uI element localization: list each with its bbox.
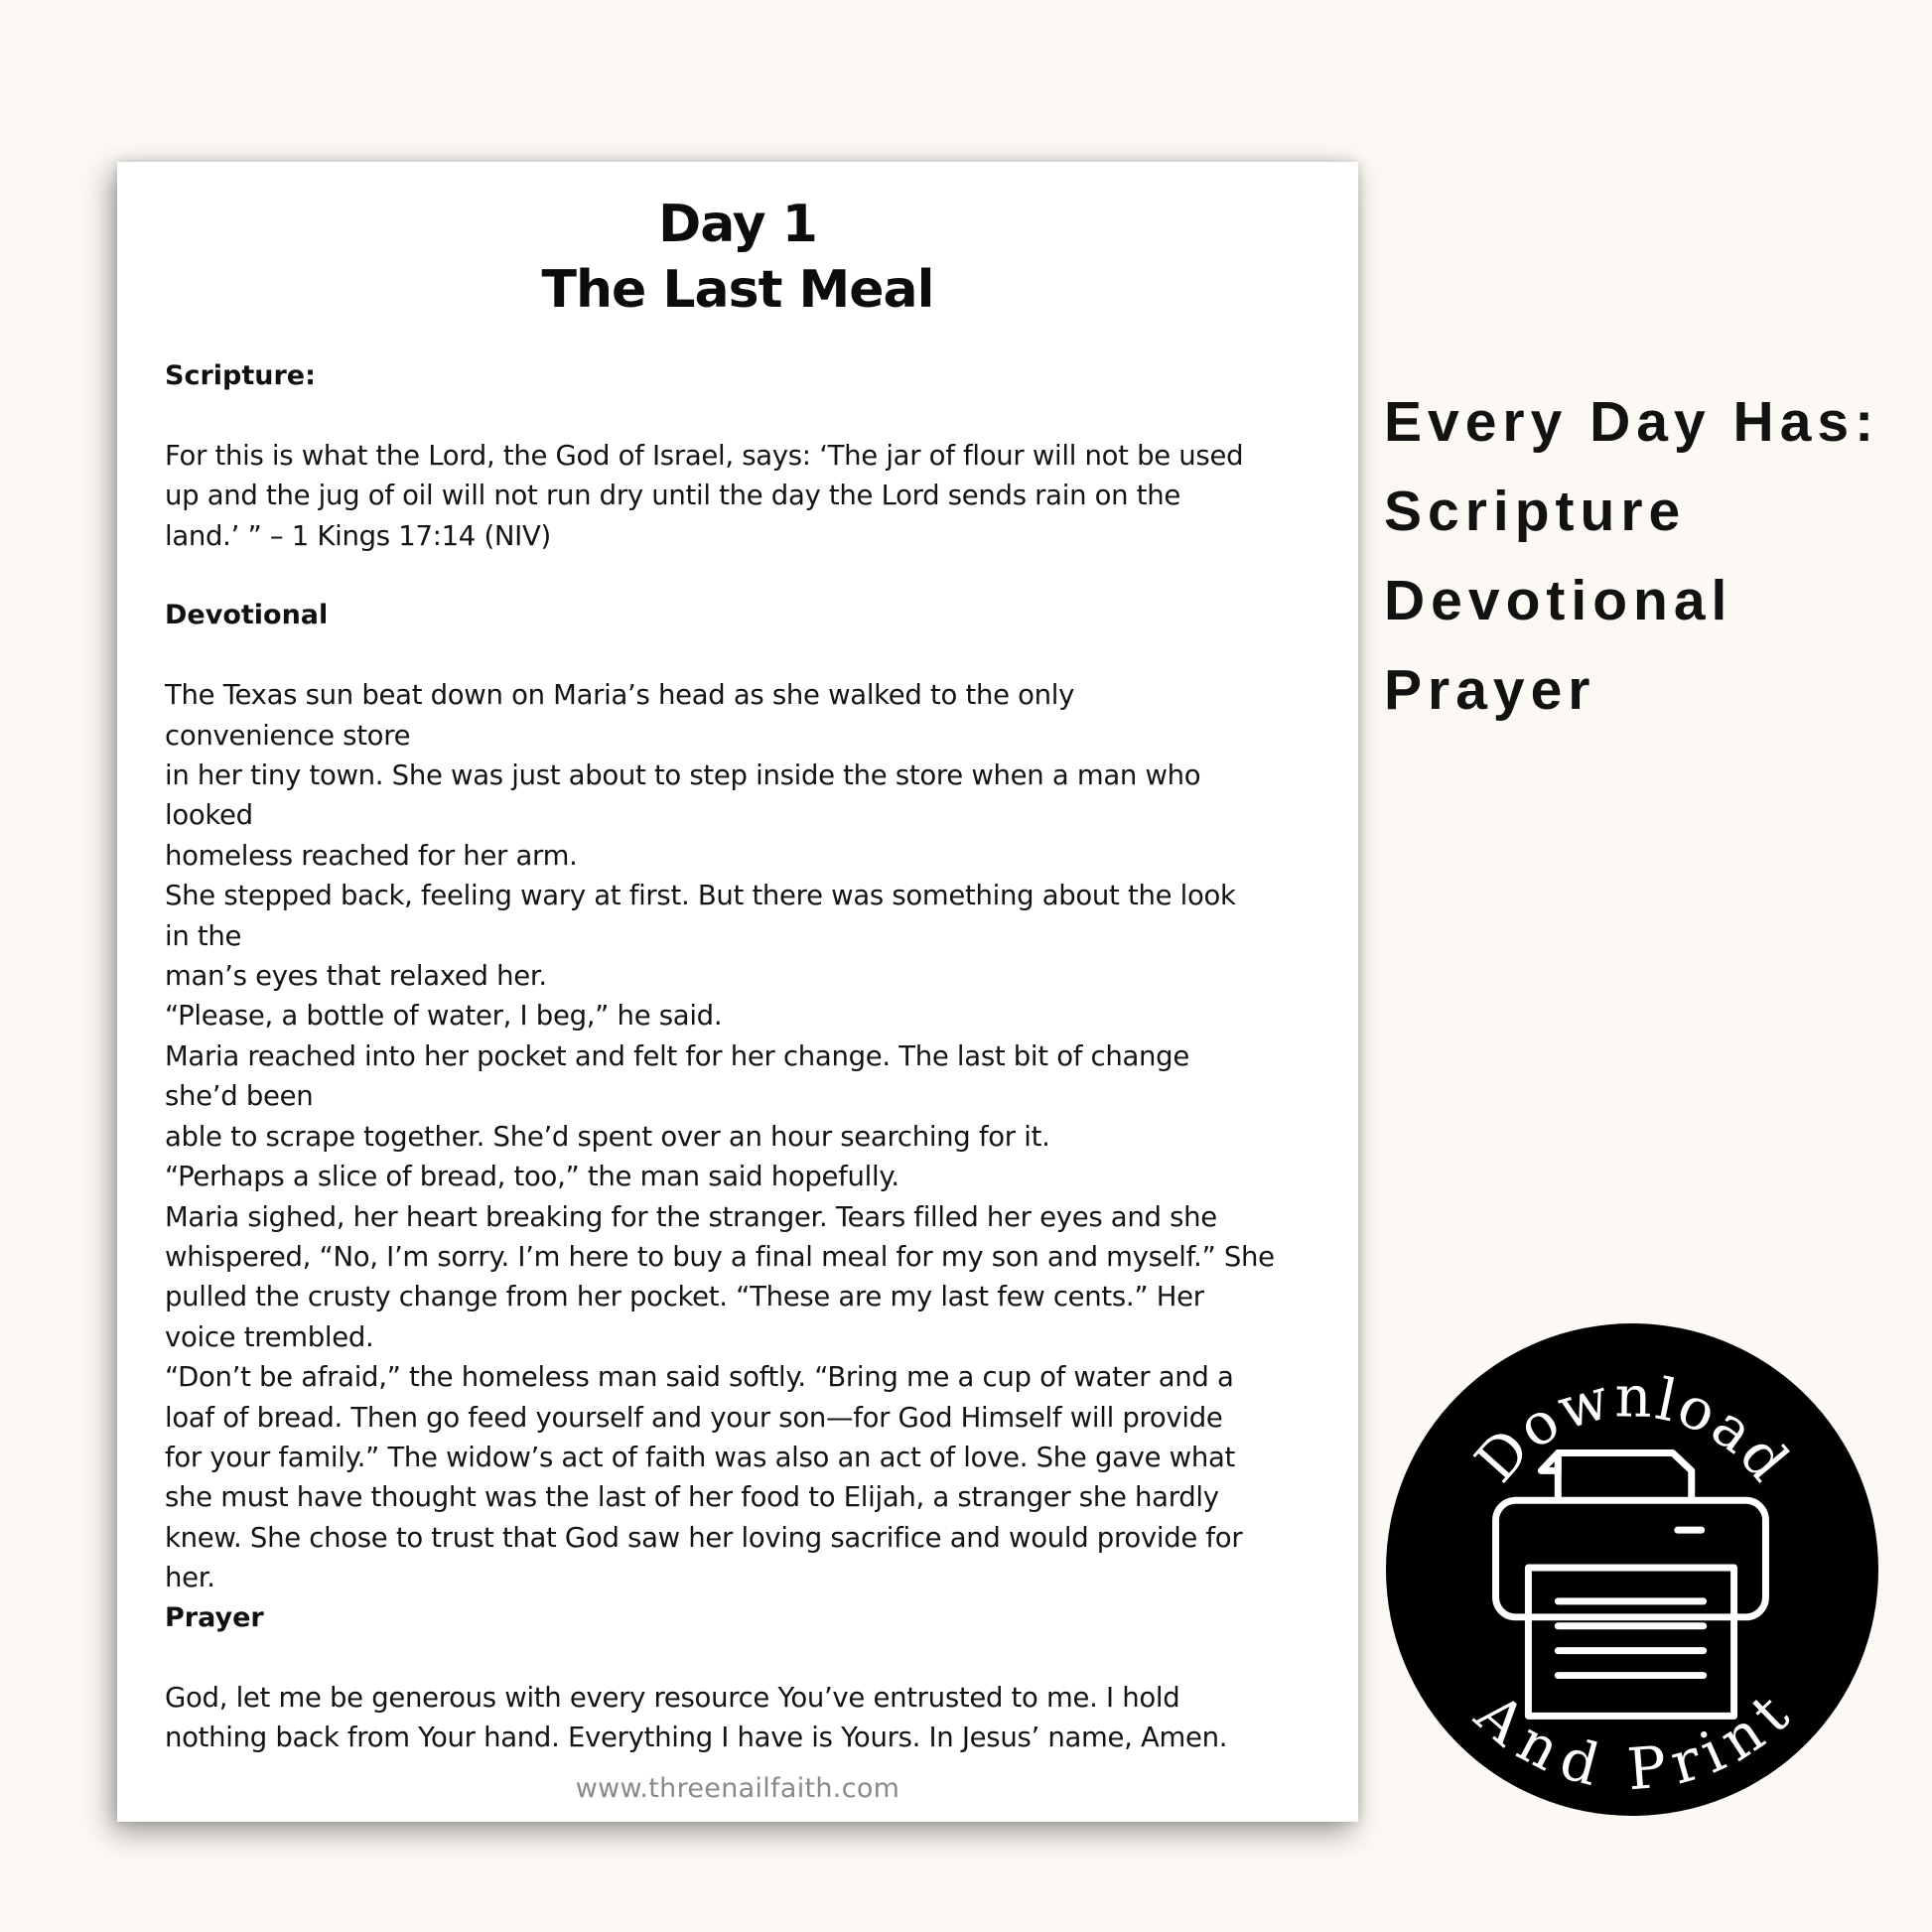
- devotional-line: she’d been: [165, 1080, 314, 1113]
- prayer-line: God, let me be generous with every resource You’ve entrusted to me. I hold: [165, 1681, 1180, 1714]
- devotional-text: [165, 675, 1311, 1597]
- prayer-line: nothing back from Your hand. Everything I have is Yours. In Jesus’ name, Amen.: [165, 1721, 1228, 1753]
- devotional-line: “Please, a bottle of water, I beg,” he said.: [165, 1000, 723, 1033]
- badge-top-text: Download: [1461, 1362, 1804, 1495]
- devotional-line: she must have thought was the last of her food to Elijah, a stranger she hardly: [165, 1481, 1219, 1514]
- badge-graphic: [1385, 1322, 1879, 1817]
- devotional-line: loaf of bread. Then go feed yourself and your son—for God Himself will provide: [165, 1401, 1223, 1434]
- devotional-line: The Texas sun beat down on Maria’s head as she walked to the only: [165, 679, 1075, 712]
- devotional-line: “Perhaps a slice of bread, too,” the man said hopefully.: [165, 1161, 899, 1193]
- feature-item-scripture: Scripture: [1384, 480, 1687, 543]
- badge-bottom-text: And Print: [1462, 1679, 1804, 1804]
- devotional-line: whispered, “No, I’m sorry. I’m here to buy a final meal for my son and myself.” She: [165, 1240, 1275, 1273]
- title-name: The Last Meal: [541, 260, 934, 320]
- devotional-line: homeless reached for her arm.: [165, 839, 578, 872]
- devotional-line: man’s eyes that relaxed her.: [165, 960, 547, 993]
- devotional-line: knew. She chose to trust that God saw her loving sacrifice and would provide for: [165, 1521, 1243, 1554]
- prayer-text: [165, 1678, 1311, 1758]
- feature-list: [1384, 377, 1920, 735]
- scripture-heading: Scripture:: [165, 360, 316, 391]
- devotional-page: [117, 162, 1358, 1822]
- scripture-line: For this is what the Lord, the God of Israel, says: ‘The jar of flour will not be used: [165, 440, 1244, 472]
- scripture-text: [165, 436, 1311, 556]
- devotional-line: She stepped back, feeling wary at first. But there was something about the look: [165, 880, 1236, 912]
- scripture-line: land.’ ” – 1 Kings 17:14 (NIV): [165, 519, 551, 552]
- devotional-line: convenience store: [165, 719, 411, 752]
- footer-url: www.threenailfaith.com: [575, 1773, 900, 1804]
- feature-item-devotional: Devotional: [1384, 569, 1733, 632]
- feature-item-prayer: Prayer: [1384, 658, 1596, 722]
- download-print-badge: [1385, 1322, 1879, 1817]
- scripture-line: up and the jug of oil will not run dry until the day the Lord sends rain on the: [165, 480, 1180, 512]
- prayer-heading: Prayer: [165, 1601, 264, 1633]
- devotional-line: able to scrape together. She’d spent over an hour searching for it.: [165, 1120, 1050, 1153]
- devotional-line: in her tiny town. She was just about to step inside the store when a man who: [165, 759, 1201, 792]
- devotional-line: looked: [165, 799, 253, 832]
- devotional-line: voice trembled.: [165, 1320, 374, 1353]
- devotional-heading: Devotional: [165, 600, 329, 631]
- devotional-line: Maria sighed, her heart breaking for the stranger. Tears filled her eyes and she: [165, 1200, 1217, 1233]
- title-day: Day 1: [658, 195, 817, 254]
- devotional-line: for your family.” The widow’s act of faith was also an act of love. She gave what: [165, 1441, 1236, 1473]
- page-title: [165, 192, 1311, 323]
- devotional-line: her.: [165, 1562, 215, 1594]
- feature-heading: Every Day Has:: [1384, 390, 1880, 454]
- devotional-line: “Don’t be afraid,” the homeless man said softly. “Bring me a cup of water and a: [165, 1361, 1234, 1394]
- devotional-line: pulled the crusty change from her pocket. “These are my last few cents.” Her: [165, 1281, 1204, 1313]
- devotional-line: Maria reached into her pocket and felt for her change. The last bit of change: [165, 1039, 1189, 1072]
- devotional-line: in the: [165, 919, 242, 952]
